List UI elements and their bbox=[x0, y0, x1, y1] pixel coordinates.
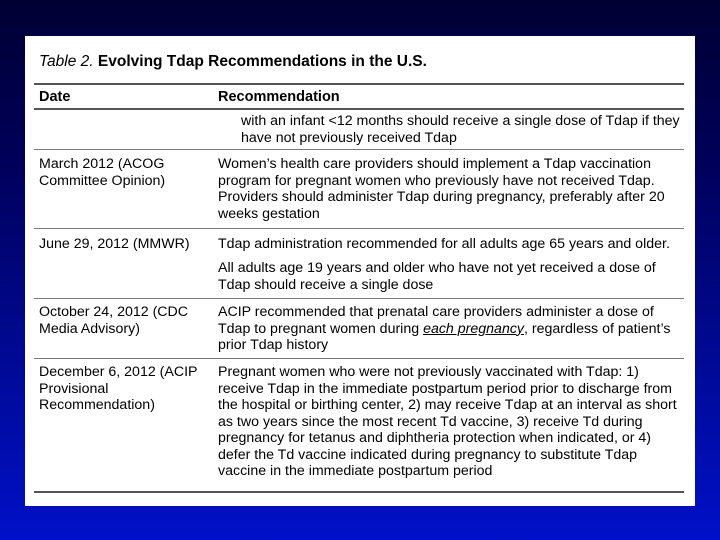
row-2-date: June 29, 2012 (MMWR) bbox=[39, 236, 190, 252]
column-header-recommendation: Recommendation bbox=[218, 89, 340, 105]
table-title-text: Evolving Tdap Recommendations in the U.S. bbox=[97, 53, 427, 70]
row-3-date: October 24, 2012 (CDC Media Advisory) bbox=[39, 304, 189, 337]
slide-card bbox=[25, 36, 695, 506]
row-3-recommendation bbox=[218, 304, 678, 354]
row-3-rec-before: ACIP recommended that prenatal care providers administer a dose of Tdap to pregnant women during bbox=[218, 304, 654, 337]
row-divider bbox=[34, 149, 684, 150]
table-title-label: Table 2. bbox=[39, 53, 94, 70]
column-header-date: Date bbox=[39, 89, 71, 105]
row-2-recommendation-1: Tdap administration recommended for all adults age 65 years and older. bbox=[218, 236, 670, 252]
row-divider bbox=[34, 358, 684, 359]
continued-recommendation: with an infant <12 months should receive a single dose of Tdap if they have not previously received Tdap bbox=[241, 113, 680, 146]
row-2-recommendation-2: All adults age 19 years and older who have not yet received a dose of Tdap should receive a single dose bbox=[218, 260, 656, 293]
row-3-rec-after: , regardless of patient’s prior Tdap history bbox=[218, 320, 671, 353]
row-4-date: December 6, 2012 (ACIP Provisional Recommendation) bbox=[39, 364, 198, 413]
row-1-date: March 2012 (ACOG Committee Opinion) bbox=[39, 156, 166, 189]
row-3-rec-emphasis: each pregnancy bbox=[423, 320, 525, 337]
row-divider bbox=[34, 298, 684, 299]
row-4-recommendation: Pregnant women who were not previously vaccinated with Tdap: 1) receive Tdap in the immediate postpartum period prior to discharge from the hospital or birthing center, 2) may receive Tdap at an interval as short as two years since the most recent Td vaccine, 3) receive Td during pregnancy for tetanus and diphtheria protection when indicated, or 4) defer the Td vaccine indicated during pregnancy to substitute Tdap vaccine in the immediate postpartum period bbox=[218, 364, 677, 479]
header-bottom-rule bbox=[34, 108, 684, 110]
table-bottom-rule bbox=[34, 491, 684, 493]
row-1-recommendation: Women’s health care providers should implement a Tdap vaccination program for pregnant women who previously have not received Tdap. Providers should administer Tdap during pregnancy, preferably after 20 weeks gestation bbox=[218, 156, 665, 222]
table-title bbox=[39, 53, 427, 71]
header-top-rule bbox=[34, 83, 684, 85]
row-divider bbox=[34, 228, 684, 229]
